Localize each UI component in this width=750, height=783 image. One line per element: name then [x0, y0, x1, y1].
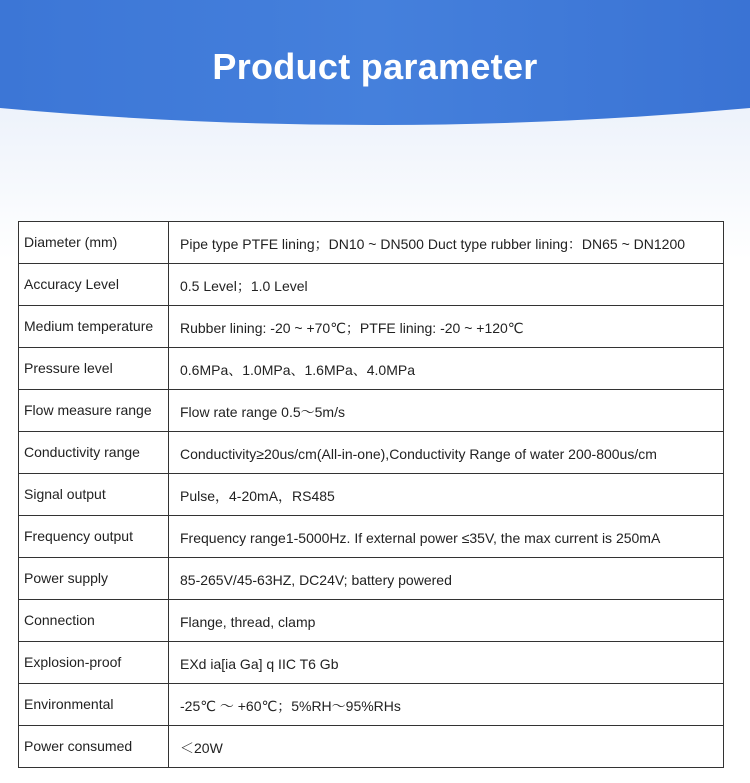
param-value: Pulse，4-20mA，RS485: [169, 474, 724, 516]
table-row: [19, 306, 724, 348]
param-label: Environmental: [19, 684, 169, 726]
param-value: Flange, thread, clamp: [169, 600, 724, 642]
table-row: [19, 264, 724, 306]
table-row: [19, 348, 724, 390]
table-row: [19, 222, 724, 264]
param-value: Pipe type PTFE lining；DN10 ~ DN500 Duct type rubber lining：DN65 ~ DN1200: [169, 222, 724, 264]
param-label: Explosion-proof: [19, 642, 169, 684]
param-label: Flow measure range: [19, 390, 169, 432]
param-value: Frequency range1-5000Hz. If external power ≤35V, the max current is 250mA: [169, 516, 724, 558]
page-title: Product parameter: [212, 46, 538, 87]
param-label: Frequency output: [19, 516, 169, 558]
param-value: Conductivity≥20us/cm(All-in-one),Conductivity Range of water 200-800us/cm: [169, 432, 724, 474]
parameter-table: [18, 221, 724, 768]
param-value: 0.6MPa、1.0MPa、1.6MPa、4.0MPa: [169, 348, 724, 390]
param-value: Rubber lining: -20 ~ +70℃；PTFE lining: -20 ~ +120℃: [169, 306, 724, 348]
param-label: Conductivity range: [19, 432, 169, 474]
param-label: Accuracy Level: [19, 264, 169, 306]
table-row: [19, 684, 724, 726]
param-value: Flow rate range 0.5～5m/s: [169, 390, 724, 432]
param-label: Power consumed: [19, 726, 169, 768]
table-row: [19, 558, 724, 600]
header-banner: [0, 0, 750, 140]
param-value: 85-265V/45-63HZ, DC24V; battery powered: [169, 558, 724, 600]
param-value: 0.5 Level；1.0 Level: [169, 264, 724, 306]
param-label: Connection: [19, 600, 169, 642]
table-row: [19, 432, 724, 474]
param-label: Diameter (mm): [19, 222, 169, 264]
param-label: Power supply: [19, 558, 169, 600]
table-row: [19, 642, 724, 684]
table-row: [19, 600, 724, 642]
parameter-table-body: [19, 222, 724, 768]
table-row: [19, 390, 724, 432]
param-value: ＜20W: [169, 726, 724, 768]
table-row: [19, 516, 724, 558]
param-label: Medium temperature: [19, 306, 169, 348]
param-value: EXd ia[ia Ga] q IIC T6 Gb: [169, 642, 724, 684]
table-row: [19, 474, 724, 516]
table-row: [19, 726, 724, 768]
param-label: Signal output: [19, 474, 169, 516]
param-value: -25℃ ～ +60℃；5%RH～95%RHs: [169, 684, 724, 726]
param-label: Pressure level: [19, 348, 169, 390]
